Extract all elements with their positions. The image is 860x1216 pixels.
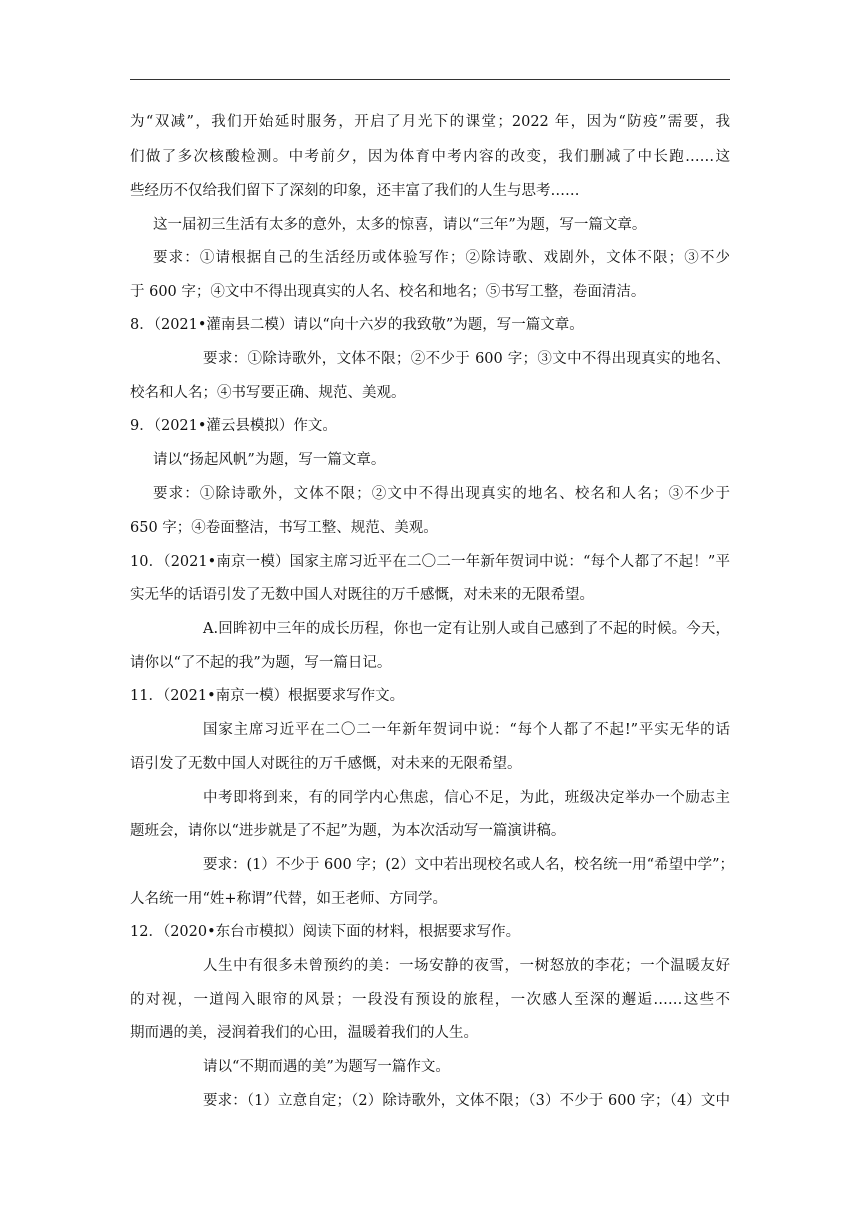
text-line: 期而遇的美，浸润着我们的心田，温暖着我们的人生。	[130, 1025, 478, 1041]
text-line: 要求：①请根据自己的生活经历或体验写作；②除诗歌、戏剧外，文体不限；③不少	[153, 250, 730, 266]
text-line: 们做了多次核酸检测。中考前夕，因为体育中考内容的改变，我们删减了中长跑……这	[130, 149, 730, 165]
text-line: 要求：(1）不少于 600 字；(2）文中若出现校名或人名，校名统一用“希望中学”；	[203, 857, 734, 873]
text-line: 人名统一用“姓+称谓”代替，如王老师、方同学。	[130, 891, 447, 907]
text-line: 人生中有很多未曾预约的美：一场安静的夜雪，一树怒放的李花；一个温暖友好	[203, 958, 730, 974]
text-line: 请你以“了不起的我”为题，写一篇日记。	[130, 655, 392, 671]
text-line: 请以“扬起风帆”为题，写一篇文章。	[153, 452, 386, 468]
text-line: 实无华的话语引发了无数中国人对既往的万千感慨，对未来的无限希望。	[130, 587, 594, 603]
question-heading: 12．（2020•东台市模拟）阅读下面的材料，根据要求写作。	[130, 924, 521, 940]
text-line: 国家主席习近平在二〇二一年新年贺词中说：“每个人都了不起!”平实无华的话	[203, 722, 730, 738]
text-line: 这一届初三生活有太多的意外，太多的惊喜，请以“三年”为题，写一篇文章。	[153, 217, 647, 233]
question-heading: 11．（2021•南京一模）根据要求写作文。	[130, 688, 405, 704]
question-heading: 10．（2021•南京一模）国家主席习近平在二〇二一年新年贺词中说：“每个人都了不起！”平	[130, 554, 730, 570]
text-line: 要求：①除诗歌外，文体不限；②文中不得出现真实的地名、校名和人名；③不少于	[153, 486, 730, 502]
text-line: 650 字；④卷面整洁，书写工整、规范、美观。	[130, 520, 438, 536]
text-line: 为“双减”，我们开始延时服务，开启了月光下的课堂；2022 年，因为“防疫”需要，我	[130, 114, 730, 130]
header-rule	[130, 79, 730, 80]
question-heading: 9．（2021•灌云县模拟）作文。	[130, 418, 337, 434]
text-line: 要求：（1）立意自定；（2）除诗歌外，文体不限；（3）不少于 600 字；（4）文中	[203, 1093, 730, 1109]
text-line: 校名和人名；④书写要正确、规范、美观。	[130, 385, 406, 401]
text-line: A.回眸初中三年的成长历程，你也一定有让别人或自己感到了不起的时候。今天，	[203, 621, 730, 637]
text-line: 要求：①除诗歌外，文体不限；②不少于 600 字；③文中不得出现真实的地名、	[203, 351, 730, 367]
text-line: 于 600 字；④文中不得出现真实的人名、校名和地名；⑤书写工整，卷面清洁。	[130, 284, 646, 300]
text-line: 的对视，一道闯入眼帘的风景；一段没有预设的旅程，一次感人至深的邂逅……这些不	[130, 992, 730, 1008]
text-line: 些经历不仅给我们留下了深刻的印象，还丰富了我们的人生与思考……	[130, 183, 580, 199]
text-line: 中考即将到来，有的同学内心焦虑，信心不足，为此，班级决定举办一个励志主	[203, 790, 730, 806]
text-line: 请以“不期而遇的美”为题写一篇作文。	[203, 1059, 450, 1075]
text-line: 题班会，请你以“进步就是了不起”为题，为本次活动写一篇演讲稿。	[130, 823, 566, 839]
text-line: 语引发了无数中国人对既往的万千感慨，对未来的无限希望。	[130, 756, 522, 772]
question-heading: 8．（2021•灌南县二模）请以“向十六岁的我致敬”为题，写一篇文章。	[130, 317, 584, 333]
